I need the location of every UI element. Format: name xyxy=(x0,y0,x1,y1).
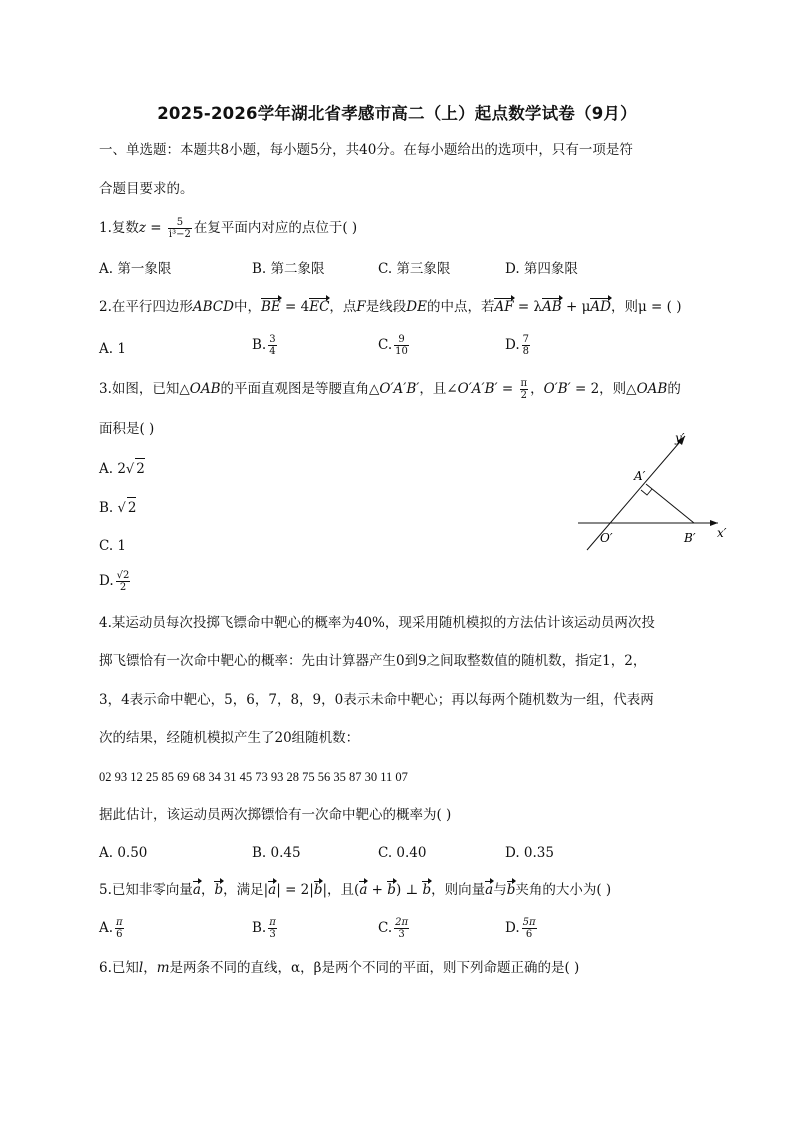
q5-vec-b-4: b xyxy=(422,882,432,898)
q3-optd-num: √2 xyxy=(116,570,130,581)
q5-optd-num: 5π xyxy=(522,917,536,928)
q5-vec-a-4: a xyxy=(485,882,494,898)
q2-text-3: = 4 xyxy=(280,299,310,315)
q5-vec-b: b xyxy=(214,882,224,898)
q2-text-2: 中， xyxy=(233,299,261,315)
q4-option-d: D. 0.35 xyxy=(505,845,554,861)
question-5 xyxy=(99,880,611,900)
q1-eq: = xyxy=(146,220,166,236)
q3-optd-label: D. xyxy=(99,573,114,589)
right-angle-marker xyxy=(641,489,652,495)
question-4-line5: 据此估计，该运动员两次掷镖恰有一次命中靶心的概率为( ) xyxy=(99,807,452,823)
q3-text-5: ， xyxy=(530,381,544,397)
q4-option-a: A. 0.50 xyxy=(99,845,148,861)
q5-vec-a-3: a xyxy=(359,882,368,898)
q2-vec-ec: EC xyxy=(309,299,330,315)
q1-option-c: C. 第三象限 xyxy=(378,261,451,277)
q2-point-f: F xyxy=(356,299,366,315)
q5-optd-den: 6 xyxy=(525,929,533,940)
q3-text-4: = xyxy=(497,381,518,397)
q5-optc-den: 3 xyxy=(398,929,405,940)
segment-ab xyxy=(646,484,694,523)
q1-frac-den: i³−2 xyxy=(168,229,191,240)
question-4-line2: 掷飞镖恰有一次命中靶心的概率：先由计算器产生0到9之间取整数值的随机数，指定1，2， xyxy=(99,653,647,669)
q5-text-4: | = 2| xyxy=(276,882,314,898)
q6-text: 6.已知 xyxy=(99,960,139,976)
q2-text-6: 的中点，若 xyxy=(426,299,495,315)
q2-option-b xyxy=(252,334,279,357)
q2-text-4: ，点 xyxy=(329,299,357,315)
q5-option-b xyxy=(252,917,279,940)
q3-option-b: B. √ 2 xyxy=(99,497,136,519)
q3-pi-den: 2 xyxy=(520,390,527,401)
q2-optd-frac xyxy=(522,334,530,357)
q3-text-2: 的平面直观图是等腰直角△ xyxy=(220,381,380,397)
q2-text: 2.在平行四边形 xyxy=(99,299,193,315)
x-axis-label: x′ xyxy=(717,526,727,540)
q2-option-c xyxy=(378,334,411,357)
q2-optd-den: 8 xyxy=(522,346,530,357)
q3-optb-text: B. xyxy=(99,500,118,516)
q5-optc-label: C. xyxy=(378,920,393,936)
q5-text-5: |，且( xyxy=(322,882,360,898)
q2-optc-label: C. xyxy=(378,337,393,353)
q5-optb-frac xyxy=(268,917,277,940)
question-4-line4: 次的结果，经随机模拟产生了20组随机数： xyxy=(99,730,360,746)
q3-oab: OAB xyxy=(189,381,221,397)
q5-optd-label: D. xyxy=(505,920,520,936)
q2-optd-label: D. xyxy=(505,337,520,353)
q5-text-2: ， xyxy=(200,882,215,898)
q5-opta-label: A. xyxy=(99,920,114,936)
q2-text-5: 是线段 xyxy=(365,299,407,315)
q3-opta-text: A. 2 xyxy=(99,461,126,477)
q5-text-10: 夹角的大小为( ) xyxy=(515,882,612,898)
q2-text-7: = λ xyxy=(513,299,543,315)
q3-optb-radicand: 2 xyxy=(127,497,137,518)
q2-optc-frac xyxy=(394,334,409,357)
question-2 xyxy=(99,297,681,317)
q3-text-3: ，且∠ xyxy=(419,381,458,397)
q5-text-3: ，满足| xyxy=(223,882,269,898)
q1-fraction xyxy=(168,217,192,240)
q3-pi-num: π xyxy=(520,378,528,389)
q5-option-d xyxy=(505,917,539,940)
q1-option-d: D. 第四象限 xyxy=(505,261,578,277)
q2-optc-den: 10 xyxy=(395,346,408,357)
q2-abcd: ABCD xyxy=(192,299,234,315)
q1-option-a: A. 第一象限 xyxy=(99,261,172,277)
q6-line-l: l xyxy=(138,960,144,976)
q2-optb-frac xyxy=(268,334,276,357)
section-instruction-line2: 合题目要求的。 xyxy=(99,181,194,197)
q5-optb-label: B. xyxy=(252,920,267,936)
q1-var: z xyxy=(138,220,147,236)
q5-vec-a-2: a xyxy=(268,882,277,898)
q3-oab-3: OAB xyxy=(636,381,668,397)
q5-vec-a: a xyxy=(192,882,201,898)
question-4-numbers: 02 93 12 25 85 69 68 34 31 45 73 93 28 75 56 35 87 30 11 07 xyxy=(99,770,408,784)
q3-ob: O′B′ xyxy=(543,381,571,397)
q2-text-9: ，则μ = ( ) xyxy=(610,299,682,315)
q1-frac-num: 5 xyxy=(168,217,192,229)
q2-vec-ab: AB xyxy=(542,299,562,315)
q5-text-9: 与 xyxy=(493,882,507,898)
question-6 xyxy=(99,958,579,978)
q4-option-c: C. 0.40 xyxy=(378,845,427,861)
q2-optd-num: 7 xyxy=(522,334,530,345)
q1-text: 1.复数 xyxy=(99,220,139,236)
q5-vec-b-5: b xyxy=(506,882,516,898)
q3-oab-prime: O′A′B′ xyxy=(379,381,420,397)
q1-text-end: 在复平面内对应的点位于( ) xyxy=(193,220,358,236)
q5-optb-den: 3 xyxy=(269,929,276,940)
q5-opta-den: 6 xyxy=(116,929,123,940)
q4-option-b: B. 0.45 xyxy=(252,845,301,861)
question-1 xyxy=(99,217,357,240)
question-4-line1: 4.某运动员每次投掷飞镖命中靶心的概率为40%，现采用随机模拟的方法估计该运动员两次投 xyxy=(99,615,655,631)
q5-text-7: ) ⊥ xyxy=(395,882,423,898)
q2-text-8: + μ xyxy=(561,299,591,315)
y-axis-label: y′ xyxy=(675,431,685,445)
point-a-label: A′ xyxy=(634,469,646,483)
q5-option-a xyxy=(99,917,126,940)
q5-vec-b-2: b xyxy=(313,882,323,898)
q5-text-6: + xyxy=(367,882,388,898)
point-o-label: O′ xyxy=(600,531,613,545)
q6-text-3: 是两条不同的直线，α，β是两个不同的平面，则下列命题正确的是( ) xyxy=(169,960,580,976)
q3-text-6: = 2，则△ xyxy=(570,381,637,397)
page-title: 2025-2026学年湖北省孝感市高二（上）起点数学试卷（9月） xyxy=(157,104,637,123)
q3-option-c: C. 1 xyxy=(99,538,127,554)
q3-optd-den: 2 xyxy=(119,582,127,593)
q5-optc-frac xyxy=(394,917,409,940)
q2-vec-af: AF xyxy=(494,299,514,315)
q3-opta-radicand: 2 xyxy=(135,458,145,479)
q1-option-b: B. 第二象限 xyxy=(252,261,325,277)
question-3 xyxy=(99,378,681,401)
q5-vec-b-3: b xyxy=(387,882,396,898)
q2-optc-num: 9 xyxy=(394,334,409,346)
q2-optb-num: 3 xyxy=(269,334,276,345)
q5-opta-num: π xyxy=(116,917,123,928)
q3-angle: O′A′B′ xyxy=(457,381,498,397)
q6-text-2: ， xyxy=(143,960,157,976)
q5-optd-frac xyxy=(522,917,537,940)
q6-line-m: m xyxy=(156,960,170,976)
q3-figure xyxy=(570,428,740,558)
q5-text-8: ，则向量 xyxy=(431,882,486,898)
q2-option-a: A. 1 xyxy=(99,341,126,357)
question-3-line2: 面积是( ) xyxy=(99,421,155,437)
q3-option-d xyxy=(99,570,132,593)
section-instruction-line1: 一、单选题：本题共8小题，每小题5分，共40分。在每小题给出的选项中，只有一项是符 xyxy=(99,142,633,158)
q2-seg-de: DE xyxy=(406,299,427,315)
point-b-label: B′ xyxy=(684,531,696,545)
q2-vec-be: BE xyxy=(260,299,281,315)
q2-optb-label: B. xyxy=(252,337,267,353)
question-4-line3: 3，4表示命中靶心，5，6，7，8，9，0表示未命中靶心；再以每两个随机数为一组，代表两 xyxy=(99,692,654,708)
q3-pi-frac xyxy=(520,378,529,401)
q5-optb-num: π xyxy=(269,917,276,928)
q3-text: 3.如图，已知△ xyxy=(99,381,190,397)
q3-text-7: 的 xyxy=(667,381,681,397)
q3-optd-frac xyxy=(116,570,131,593)
q2-optb-den: 4 xyxy=(269,346,276,357)
q2-option-d xyxy=(505,334,532,357)
q5-opta-frac xyxy=(115,917,124,940)
q5-option-c xyxy=(378,917,411,940)
q2-vec-ad: AD xyxy=(590,299,611,315)
q5-optc-num: 2π xyxy=(395,917,409,928)
q3-option-a: A. 2√ 2 xyxy=(99,458,145,480)
q5-text: 5.已知非零向量 xyxy=(99,882,193,898)
